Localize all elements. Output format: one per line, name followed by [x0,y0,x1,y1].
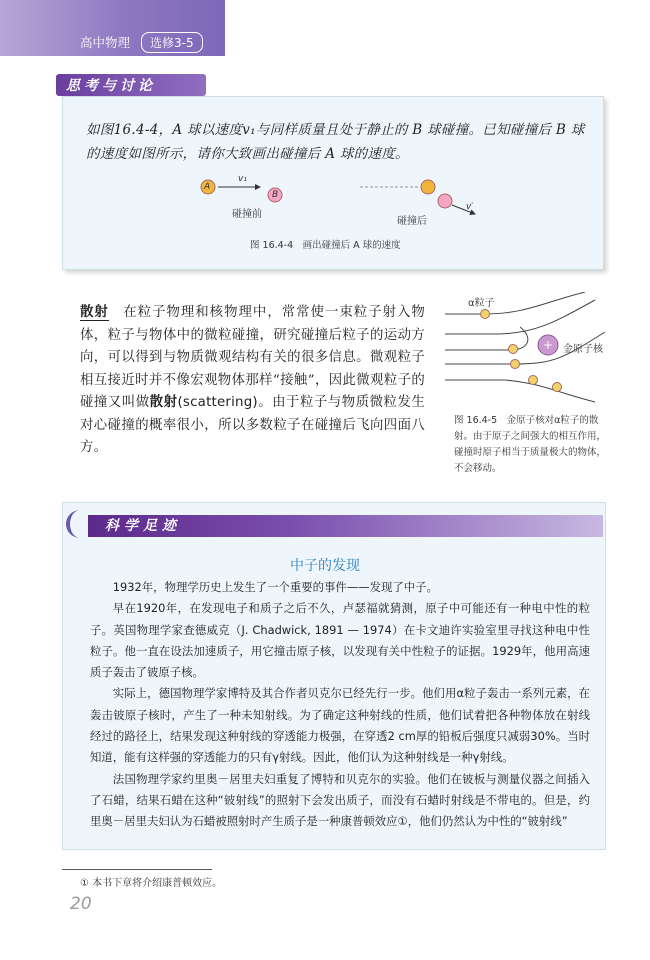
paragraph: 法国物理学家约里奥－居里夫妇重复了博特和贝克尔的实验。他们在铍板与测量仪器之间插入了石蜡，结果石蜡在这种“铍射线”的照射下会发出质子，而没有石蜡时射线是不带电的。但是，约里奥－居里夫妇认为石蜡被照射时产生质子是一种康普顿效应①，他们仍然认为中性的“铍射线” [90,771,590,829]
think-title: 思考与讨论 [66,78,156,94]
alpha-particle [553,383,562,392]
scattering-paragraph [80,302,425,460]
collision-figure [190,172,500,232]
scattering-text-1: 在粒子物理和核物理中，常常使一束粒子射入物体，粒子与物体中的微粒碰撞，研究碰撞后粒子的运动方向，可以得到与物质微观结构有关的很多信息。微观粒子相互接近时并不像宏观物体那样“接触”，因此微观粒子的碰撞又叫做 [80,305,425,410]
think-question-text: 如图16.4-4，A 球以速度v₁与同样质量且处于静止的 B 球碰撞。已知碰撞后 B 球的速度如图所示，请你大致画出碰撞后 A 球的速度。 [86,122,585,162]
alpha-particle [529,376,538,385]
ball-b-after [438,194,452,208]
paragraph: 实际上，德国物理学家博特及其合作者贝克尔已经先行一步。他们用α粒子轰击一系列元素，在轰击铍原子核时，产生了一种未知射线。为了确定这种射线的性质，他们试着把各种物体放在射线经过的路径上，结果发现这种射线的穿透能力极强，在穿透2 cm厚的铅板后强度只减弱30%。当时知道，能有这样强的穿透能力的只有γ射线。因此，他们认为这种射线是一种γ射线。 [90,686,590,765]
scattering-term-2: 散射 [149,395,178,410]
header-subject: 高中物理 [80,35,131,50]
scattering-term-en: (scattering) [177,395,258,410]
alpha-particle [509,345,518,354]
scattering-term: 散射 [80,305,109,320]
ball-a-label: A [204,182,211,192]
alpha-particle [511,360,520,369]
gold-nucleus-label: 金原子核 [563,344,603,355]
moon-icon [64,508,88,540]
footnote-rule [62,869,212,870]
footnote: ① 本书下章将介绍康普顿效应。 [80,878,223,889]
page-number: 20 [70,894,92,914]
fig-16-4-5-caption: 图 16.4-5 金原子核对α粒子的散射。由于原子之间强大的相互作用，碰撞时原子相当于质量极大的物体，不会移动。 [454,415,607,474]
paragraph: 早在1920年，在发现电子和质子之后不久，卢瑟福就猜测，原子中可能还有一种电中性的粒子。英国物理学家查德威克（J. Chadwick, 1891 — 1974）在卡文迪许实验室里寻找这种电中性粒子。他一直在设法加速质子，用它撞击原子核，以发现有关中性粒子的证据。1929年，他用高速质子轰击了铍原子核。 [90,601,590,680]
scattering-text-2: 。由于粒子与物质微粒发生对心碰撞的概率很小，所以多数粒子在碰撞后飞向四面八方。 [80,395,425,455]
after-label: 碰撞后 [397,216,427,227]
ball-a-after [421,180,435,194]
before-label: 碰撞前 [232,209,262,220]
fig-16-4-4-caption: 图 16.4-4 画出碰撞后 A 球的速度 [250,240,401,251]
alpha-particle-label: α粒子 [468,298,495,309]
header-volume-badge: 选修3-5 [141,32,203,53]
running-header [80,32,203,53]
article-body [90,577,590,833]
alpha-particle [481,310,490,319]
article-title: 中子的发现 [290,558,360,574]
svg-text:+: + [543,338,554,352]
ball-b-label: B [272,190,279,200]
paragraph: 1932年，物理学历史上发生了一个重要的事件——发现了中子。 [112,580,438,594]
v-prime-label: v′ [466,202,474,212]
science-history-title: 科学足迹 [105,518,181,534]
v1-label: v₁ [238,174,247,184]
